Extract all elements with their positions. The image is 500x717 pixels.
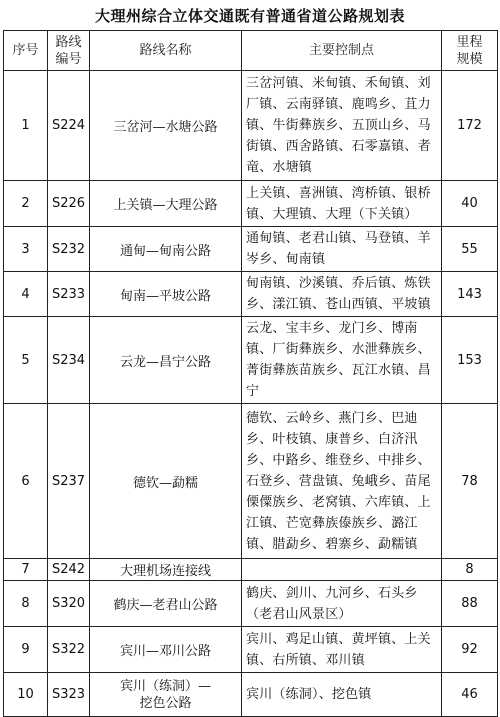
row-code: S323 [48,673,90,717]
header-seq: 序号 [4,31,48,71]
row-seq: 5 [4,317,48,404]
row-length: 8 [442,559,498,581]
row-name: 宾川（练洞）— 挖色公路 [90,673,242,717]
row-seq: 2 [4,181,48,227]
row-points: 宾川、鸡足山镇、黄坪镇、上关镇、右所镇、邓川镇 [242,627,442,673]
row-code: S234 [48,317,90,404]
row-length: 46 [442,673,498,717]
row-code: S232 [48,227,90,272]
row-seq: 10 [4,673,48,717]
table-row [4,272,498,317]
row-length: 40 [442,181,498,227]
row-name: 上关镇—大理公路 [90,181,242,227]
row-code: S322 [48,627,90,673]
highway-plan-table [3,30,498,717]
table-row [4,317,498,404]
row-length: 55 [442,227,498,272]
row-points: 宾川（练洞）、挖色镇 [242,673,442,717]
table-row [4,227,498,272]
row-seq: 4 [4,272,48,317]
row-points: 三岔河镇、米甸镇、禾甸镇、刘厂镇、云南驿镇、鹿鸣乡、苴力镇、牛街彝族乡、五顶山乡、马街镇、西舍路镇、石零嘉镇、者竜、水塘镇 [242,71,442,181]
row-length: 78 [442,404,498,559]
row-name: 通甸—甸南公路 [90,227,242,272]
row-points [242,559,442,581]
row-code: S233 [48,272,90,317]
row-name: 甸南—平坡公路 [90,272,242,317]
row-points: 德钦、云岭乡、燕门乡、巴迪乡、叶枝镇、康普乡、白济汛乡、中路乡、维登乡、中排乡、石登乡、营盘镇、兔峨乡、苗尾傈僳族乡、老窝镇、六库镇、上江镇、芒宽彝族傣族乡、潞江镇、腊勐乡、碧寨乡、勐糯镇 [242,404,442,559]
row-length: 92 [442,627,498,673]
header-code: 路线 编号 [48,31,90,71]
header-length: 里程 规模 [442,31,498,71]
table-row [4,627,498,673]
row-code: S226 [48,181,90,227]
table-row [4,404,498,559]
table-row [4,181,498,227]
row-length: 153 [442,317,498,404]
row-code: S320 [48,581,90,627]
table-row [4,581,498,627]
row-name: 三岔河—水塘公路 [90,71,242,181]
row-points: 上关镇、喜洲镇、湾桥镇、银桥镇、大理镇、大理（下关镇） [242,181,442,227]
row-code: S242 [48,559,90,581]
row-name: 云龙—昌宁公路 [90,317,242,404]
row-seq: 3 [4,227,48,272]
row-code: S224 [48,71,90,181]
row-name: 德钦—勐糯 [90,404,242,559]
row-seq: 6 [4,404,48,559]
row-name: 鹤庆—老君山公路 [90,581,242,627]
row-points: 甸南镇、沙溪镇、乔后镇、炼铁乡、漾江镇、苍山西镇、平坡镇 [242,272,442,317]
row-code: S237 [48,404,90,559]
row-length: 88 [442,581,498,627]
row-length: 143 [442,272,498,317]
table-row [4,71,498,181]
table-row [4,559,498,581]
row-points: 云龙、宝丰乡、龙门乡、博南镇、厂街彝族乡、水泄彝族乡、菁街彝族苗族乡、瓦江水镇、昌宁 [242,317,442,404]
table-row [4,673,498,717]
row-points: 鹤庆、剑川、九河乡、石头乡（老君山风景区） [242,581,442,627]
row-points: 通甸镇、老君山镇、马登镇、羊岑乡、甸南镇 [242,227,442,272]
row-length: 172 [442,71,498,181]
row-name: 大理机场连接线 [90,559,242,581]
row-seq: 8 [4,581,48,627]
row-seq: 9 [4,627,48,673]
row-seq: 1 [4,71,48,181]
page-title: 大理州综合立体交通既有普通省道公路规划表 [94,7,405,25]
table-header-row [4,31,498,71]
header-name: 路线名称 [90,31,242,71]
header-points: 主要控制点 [242,31,442,71]
row-name: 宾川—邓川公路 [90,627,242,673]
row-seq: 7 [4,559,48,581]
